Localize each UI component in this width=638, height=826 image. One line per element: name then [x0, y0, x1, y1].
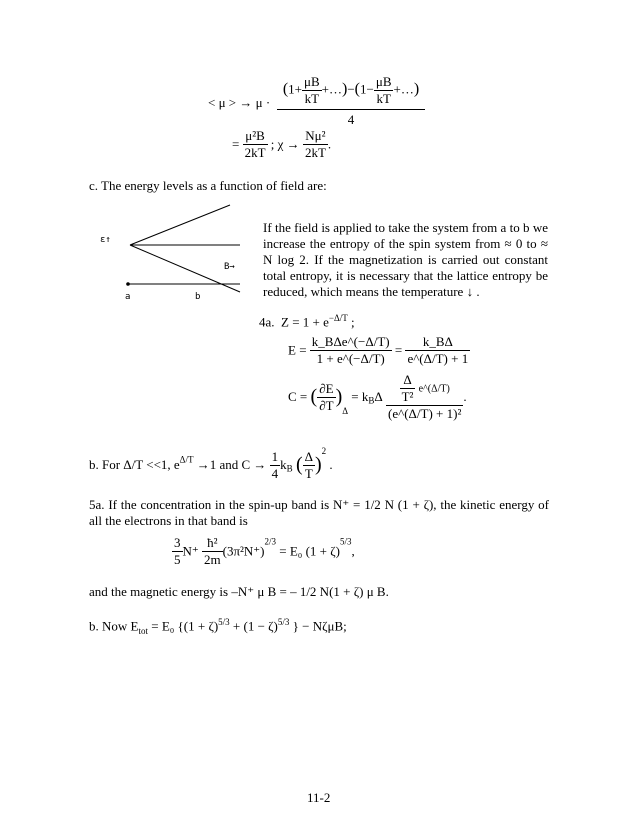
num-frac1-n: μB: [304, 74, 320, 89]
part-5a-paragraph: 5a. If the concentration in the spin-up band is N⁺ = 1/2 N (1 + ζ), the kinetic energy of all the electrons in that band is: [89, 497, 549, 528]
e-frac2-d: e^(Δ/T) + 1: [407, 351, 469, 366]
num-frac2: [374, 74, 394, 107]
heat-capacity-equation: C = ( $\frac{\partial E}{\partial T}$ )$_\Delta = k_B\Delta$ $\frac{\Delta}{\text{T²}}$ e^(Δ/T) (e^(Δ/T) + 1)² .: [288, 372, 467, 421]
part-4a-label: 4a.: [259, 314, 275, 330]
mu-result-line: [232, 128, 331, 161]
mu-average-fraction: [277, 74, 425, 128]
mu-average-denominator: 4: [347, 112, 355, 127]
c-eq: = k: [351, 389, 369, 404]
ke-coef-n: 3: [174, 535, 181, 550]
line2-frac1-d: 2kT: [244, 145, 266, 160]
num-part1-tail: +…: [321, 81, 342, 97]
c-partial: [317, 381, 335, 414]
num-frac2-d: kT: [376, 91, 391, 106]
energy-equation: [288, 334, 470, 367]
e-frac1-n: k_BΔe^(−Δ/T): [311, 334, 390, 349]
c-partial-d: ∂T: [319, 397, 334, 413]
c-partial-n: ∂E: [319, 380, 334, 396]
b-axis-label: B→: [224, 262, 235, 272]
page-number: 11-2: [307, 790, 331, 805]
b5-plus: + (1 − ζ): [232, 618, 278, 634]
b4-end: .: [329, 457, 333, 473]
c-frac-exp: e^(Δ/T): [418, 383, 450, 395]
ke-hbar-n: ħ²: [202, 535, 223, 552]
e-eq2: =: [394, 342, 403, 358]
line2-frac2-d: 2kT: [304, 145, 326, 160]
b5-eq: = E₀ {(1 + ζ): [151, 618, 219, 634]
e-frac1: [310, 334, 392, 367]
energy-level-diagram: [90, 200, 260, 310]
num-part2: 1−: [360, 81, 374, 97]
b4-kb-sub: B: [286, 463, 293, 474]
point-a-dot: [126, 282, 130, 286]
c-lhs: C =: [288, 389, 308, 404]
line2-eq: =: [232, 136, 240, 152]
point-b-label: b: [195, 292, 201, 302]
b5-exp1: 5/3: [218, 617, 230, 627]
line2-sep: ; χ →: [270, 136, 300, 152]
mu-average-lhs: < μ > → μ ·: [208, 95, 271, 110]
b4-exp: Δ/T: [179, 454, 194, 465]
b4-frac-n: 1: [271, 448, 279, 464]
c-delta: Δ: [374, 389, 383, 404]
ke-rhs-exp: 5/3: [339, 536, 352, 547]
mu-average-numerator: (1+ $\frac{\mu B}{kT}$ +…)−(1− $\frac{\mu B}{kT}$ +…): [277, 74, 425, 110]
ke-end: ,: [351, 543, 355, 559]
b4-kb: k: [280, 457, 287, 473]
c-frac-inner-d: T²: [401, 389, 414, 404]
e-frac1-d: 1 + e^(−Δ/T): [316, 351, 385, 366]
b5-end: } − NζμB;: [292, 618, 347, 634]
b5-exp2: 5/3: [277, 617, 290, 627]
c-frac-n: [386, 372, 463, 406]
b5-sub: tot: [138, 625, 148, 636]
kinetic-energy-equation: [172, 535, 355, 568]
num-part2-tail: +…: [393, 81, 414, 97]
num-part1: 1+: [288, 81, 303, 97]
magnetic-energy-line: and the magnetic energy is –N⁺ μ B = – 1/2 N(1 + ζ) μ B.: [89, 584, 389, 599]
ke-N: N⁺: [182, 543, 199, 559]
partition-function: [259, 313, 355, 330]
ke-coef: [172, 535, 183, 568]
c-end: .: [463, 389, 467, 404]
num-minus: −: [347, 81, 355, 97]
b4-text: b. For Δ/T <<1, e: [89, 457, 180, 473]
e-frac2-n: k_BΔ: [405, 334, 470, 351]
num-frac2-n: μB: [375, 74, 392, 89]
e-lhs: E =: [288, 342, 307, 358]
line2-frac2: [303, 128, 328, 161]
ke-hbar: [202, 535, 223, 568]
epsilon-axis-label: ε↑: [100, 235, 111, 245]
ke-coef-d: 5: [174, 552, 181, 567]
part-b4-equation: b. For Δ/T <<1, $e^{\Delta/T} \to 1$ and C → $\frac{1}{4}$ $k_B$ ( $\frac{\Delta}{T}$ )$^2$ .: [89, 446, 333, 481]
line2-end: .: [327, 136, 332, 152]
c-sub: Δ: [342, 405, 349, 416]
upper-level-line: [130, 205, 230, 245]
z-exp: −Δ/T: [328, 313, 348, 323]
c-frac-d: (e^(Δ/T) + 1)²: [388, 406, 462, 421]
line2-frac1-n: μ²B: [243, 128, 268, 145]
ke-rhs: = E₀ (1 + ζ): [279, 543, 340, 559]
z-end: ;: [351, 314, 355, 330]
b4-frac: [270, 449, 281, 482]
line2-frac2-n: Nμ²: [303, 128, 328, 145]
ke-paren-exp: 2/3: [264, 536, 277, 547]
b4-mid: →1 and C →: [196, 457, 267, 473]
b4-power: 2: [321, 446, 327, 456]
b4-frac-d: 4: [271, 465, 279, 481]
b4-paren-d: T: [304, 465, 313, 481]
line2-frac1: [243, 128, 268, 161]
b5-text: b. Now E: [89, 618, 139, 634]
ke-paren: (3π²N⁺): [222, 543, 265, 559]
c-kb-sub: B: [368, 395, 375, 406]
z-eq: Z = 1 + e: [281, 314, 329, 330]
c-frac-inner: [400, 372, 416, 405]
part-c-heading: c. The energy levels as a function of field are:: [89, 178, 327, 193]
num-frac1: [302, 74, 322, 107]
point-a-label: a: [125, 292, 131, 302]
b4-paren-frac: [303, 449, 315, 482]
c-frac-inner-n: Δ: [400, 372, 416, 389]
ke-hbar-d: 2m: [204, 552, 221, 567]
entropy-paragraph: If the field is applied to take the system from a to b we increase the entropy of the spin system from ≈ 0 to ≈ N log 2. If the magnetization is carried out constant total entropy, it is necessary that the lattice entropy be reduced, which means the temperature ↓ .: [263, 220, 548, 299]
num-frac1-d: kT: [304, 91, 320, 106]
c-frac: [386, 372, 463, 422]
total-energy-equation: [89, 617, 347, 636]
e-frac2: [405, 334, 470, 367]
b4-paren-n: Δ: [304, 448, 313, 464]
